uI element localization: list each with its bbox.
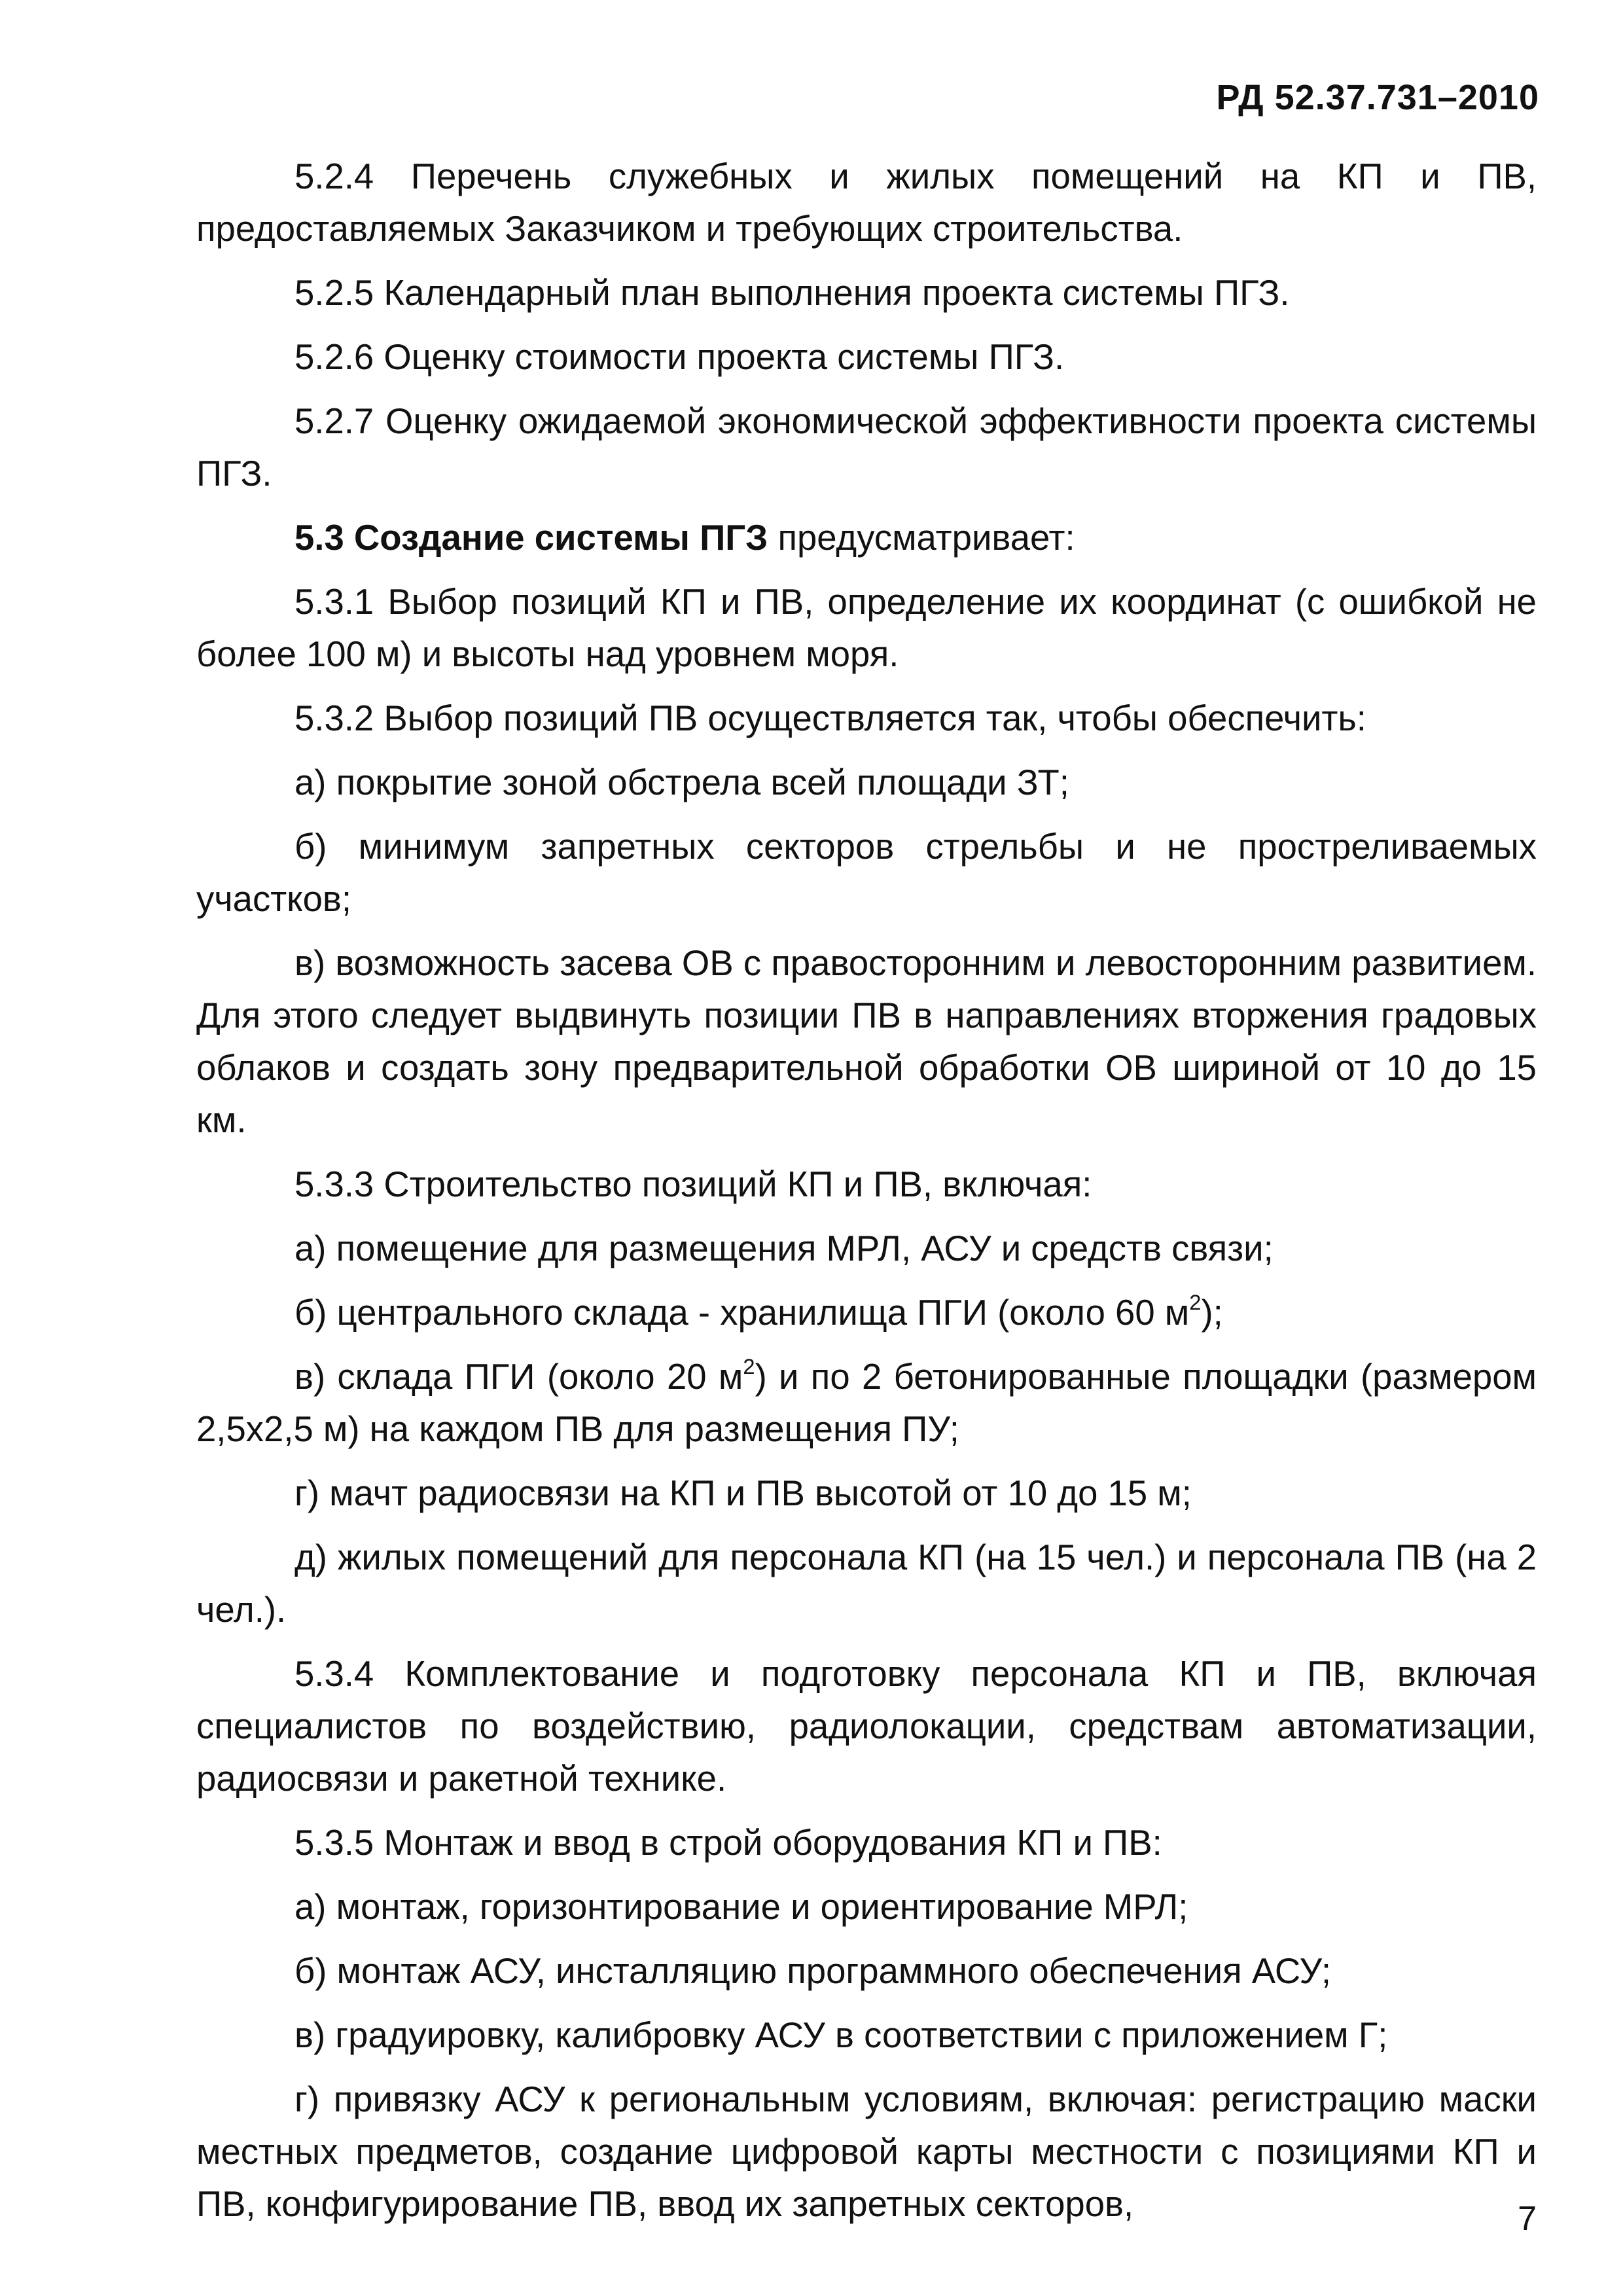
paragraph-5-3-5: 5.3.5 Монтаж и ввод в строй оборудования КП и ПВ:: [294, 1823, 1162, 1863]
document-body: [196, 151, 1537, 2231]
list-item-5-3-2-a: а) покрытие зоной обстрела всей площади ЗТ;: [294, 762, 1069, 802]
list-item-5-3-2-b: б) минимум запретных секторов стрельбы и не простреливаемых участков;: [196, 827, 1537, 919]
paragraph-5-3-1: 5.3.1 Выбор позиций КП и ПВ, определение их координат (с ошибкой не более 100 м) и высоты над уровнем моря.: [196, 582, 1537, 674]
list-item-text: б) центрального склада - хранилища ПГИ (около 60 м: [294, 1293, 1190, 1333]
paragraph-5-3-3: 5.3.3 Строительство позиций КП и ПВ, включая:: [294, 1164, 1092, 1204]
list-item-5-3-2-v: в) возможность засева ОВ с правосторонним и левосторонним развитием. Для этого следует выдвинуть позиции ПВ в направлениях вторжения градовых облаков и создать зону предварительной обработки ОВ шириной от 10 до 15 км.: [196, 943, 1537, 1140]
list-item-5-3-3-d: д) жилых помещений для персонала КП (на 15 чел.) и персонала ПВ (на 2 чел.).: [196, 1537, 1537, 1630]
list-item-5-3-3-g: г) мачт радиосвязи на КП и ПВ высотой от 10 до 15 м;: [294, 1473, 1192, 1513]
document-code: РД 52.37.731–2010: [1216, 78, 1539, 117]
list-item-text: ) и по 2 бетонированные площадки (размером 2,5х2,5 м) на каждом ПВ для размещения ПУ;: [196, 1357, 1537, 1449]
list-item-5-3-3-b: [196, 1287, 1537, 1339]
section-heading-5-3: 5.3 Создание системы ПГЗ: [294, 518, 768, 558]
paragraph-5-2-5: 5.2.5 Календарный план выполнения проекта системы ПГЗ.: [294, 273, 1290, 313]
page-number: 7: [1518, 2200, 1537, 2238]
superscript: 2: [1189, 1290, 1202, 1315]
list-item-5-3-3-a: а) помещение для размещения МРЛ, АСУ и средств связи;: [294, 1229, 1274, 1268]
paragraph-5-3: [196, 512, 1537, 564]
list-item-text: в) склада ПГИ (около 20 м: [294, 1357, 743, 1397]
list-item-5-3-5-g: г) привязку АСУ к региональным условиям, включая: регистрацию маски местных предметов, создание цифровой карты местности с позициями КП и ПВ, конфигурирование ПВ, ввод их запретных секторов,: [196, 2079, 1537, 2224]
list-item-text: );: [1201, 1293, 1223, 1333]
paragraph-5-2-4: 5.2.4 Перечень служебных и жилых помещений на КП и ПВ, предоставляемых Заказчиком и требующих строительства.: [196, 156, 1537, 249]
list-item-5-3-5-b: б) монтаж АСУ, инсталляцию программного обеспечения АСУ;: [294, 1951, 1332, 1991]
list-item-5-3-5-v: в) градуировку, калибровку АСУ в соответствии с приложением Г;: [294, 2015, 1388, 2055]
paragraph-5-3-2: 5.3.2 Выбор позиций ПВ осуществляется так, чтобы обеспечить:: [294, 698, 1366, 738]
superscript: 2: [743, 1354, 755, 1379]
section-heading-5-3-rest: предусматривает:: [768, 518, 1075, 558]
paragraph-5-2-6: 5.2.6 Оценку стоимости проекта системы ПГЗ.: [294, 337, 1065, 377]
list-item-5-3-5-a: а) монтаж, горизонтирование и ориентирование МРЛ;: [294, 1887, 1188, 1927]
paragraph-5-2-7: 5.2.7 Оценку ожидаемой экономической эффективности проекта системы ПГЗ.: [196, 401, 1537, 493]
paragraph-5-3-4: 5.3.4 Комплектование и подготовку персонала КП и ПВ, включая специалистов по воздействию, радиолокации, средствам автоматизации, радиосвязи и ракетной технике.: [196, 1654, 1537, 1799]
list-item-5-3-3-v: [196, 1351, 1537, 1456]
